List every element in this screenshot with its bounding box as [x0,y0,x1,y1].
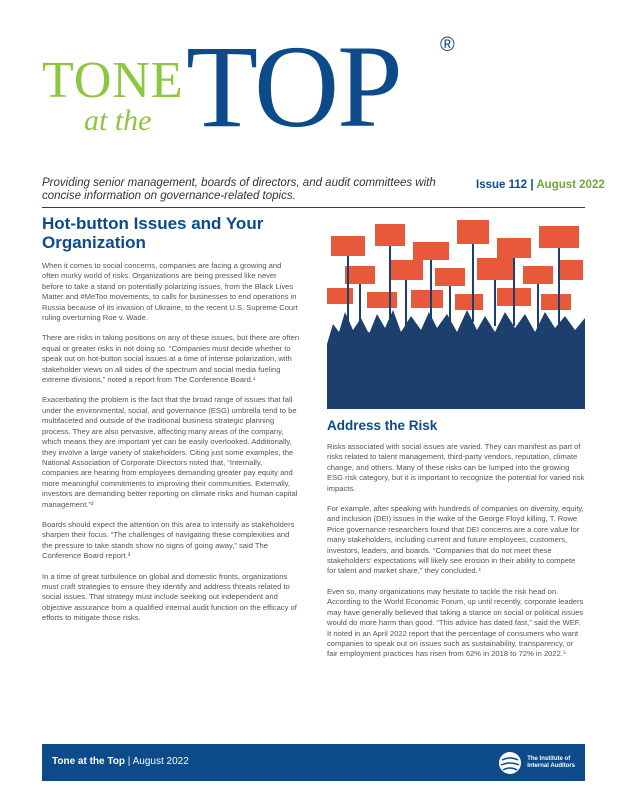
article-paragraph: In a time of great turbulence on global and domestic fronts, organizations must craft strategies to ensure they identify and address threats related to social issues. That strategy must include seeking out independent and objective assurance from a qualified internal audit function on the efficacy of efforts to mitigate those risks. [42,571,297,623]
section-paragraph: Risks associated with social issues are varied. They can manifest as part of risks related to talent management, third-party vendors, reputation, climate change, and others. Many of these risks can be lumped into the growing ESG risk category, but it is important to recognize the potential for varied risk impacts. [327,442,585,493]
header-rule [42,207,585,208]
masthead-at-the: at the [84,104,152,137]
article-paragraph: When it comes to social concerns, companies are facing a growing and often murky world of risks. Organizations are being pressed like never before to take a stand on potentially polarizing issues, from the Black Lives Matter and #MeToo movements, to calls for businesses to end operations in Russia because of its invasion of Ukraine, to the recent U.S. Supreme Court ruling overturning Roe v. Wade. [42,261,298,323]
article-title: Hot-button Issues and Your Organization [42,214,264,252]
footer-publication [52,756,189,767]
iia-line-1: The Institute of [527,756,571,762]
masthead [0,0,625,170]
issue-date: August 2022 [536,179,605,191]
main-article [42,214,300,634]
footer-separator: | [127,756,131,767]
section-title: Address the Risk [327,418,438,433]
iia-globe-icon [497,750,523,776]
issue-number: Issue 112 | [476,179,534,191]
footer-date: August 2022 [132,756,189,767]
tagline: Providing senior management, boards of directors, and audit committees with concise information on governance-related topics. [42,177,436,202]
protest-crowd-illustration [327,214,585,409]
registered-mark: ® [440,34,455,56]
issue-info [476,179,605,192]
masthead-tone: TONE [42,52,184,109]
masthead-top: TOP [186,21,401,152]
footer-bar [42,744,585,781]
section-paragraph: Even so, many organizations may hesitate to tackle the risk head on. According to the World Economic Forum, up until recently, corporate leaders may have generally believed that taking a stance on social or political issues would do more harm than good. “This advice has dated fast,” said the WEF. It noted in an April 2022 report that the percentage of consumers who want companies to speak out on issues such as sustainability, transparency, or fair employment practices has risen from 62% in 2018 to 72% in 2022.⁵ [327,586,584,659]
article-paragraph: There are risks in taking positions on any of these issues, but there are often equal or greater risks in not doing so. “Companies must decide whether to speak out on hot-button social issues at a time of intense polarization, with stakeholder views on all sides of the spectrum and social media fueling extreme divisions,” noted a report from The Conference Board.¹ [42,333,300,385]
iia-line-2: Internal Auditors [527,763,575,769]
article-paragraph: Exacerbating the problem is the fact that the broad range of issues that fall under the environmental, social, and governance (ESG) umbrella tend to be multifaceted and outside of the traditional business strategic planning process. They are also pervasive, affecting many areas of the company, which means they are important yet can be easily overlooked. Additionally, they involve a large variety of stakeholders. Citing just some examples, the National Association of Corporate Directors noted that, “Internally, companies are hearing from employees demanding greater pay equity and more meaningful commitments to improving their communities. Externally, investors are demanding better reporting on climate risks and human capital management.”² [42,395,298,509]
footer-title: Tone at the Top [52,756,125,767]
section-paragraph: For example, after speaking with hundreds of companies on diversity, equity, and inclusion (DEI) issues in the wake of the George Floyd killing, T. Rowe Price governance researchers found that DEI concerns are a core value for many stakeholders, including current and future employees, customers, investors, leaders, and boards. “Companies that do not meet these stakeholders’ expectations will likely see erosion in their ability to compete for talent and market share,” they concluded.⁴ [327,504,584,576]
article-paragraph: Boards should expect the attention on this area to intensify as stakeholders sharpen their focus. “The challenges of navigating these complexities and the pressure to take stands show no signs of going away,” said The Conference Board report.³ [42,519,295,561]
iia-logo [497,750,575,776]
sidebar-article [327,418,585,670]
